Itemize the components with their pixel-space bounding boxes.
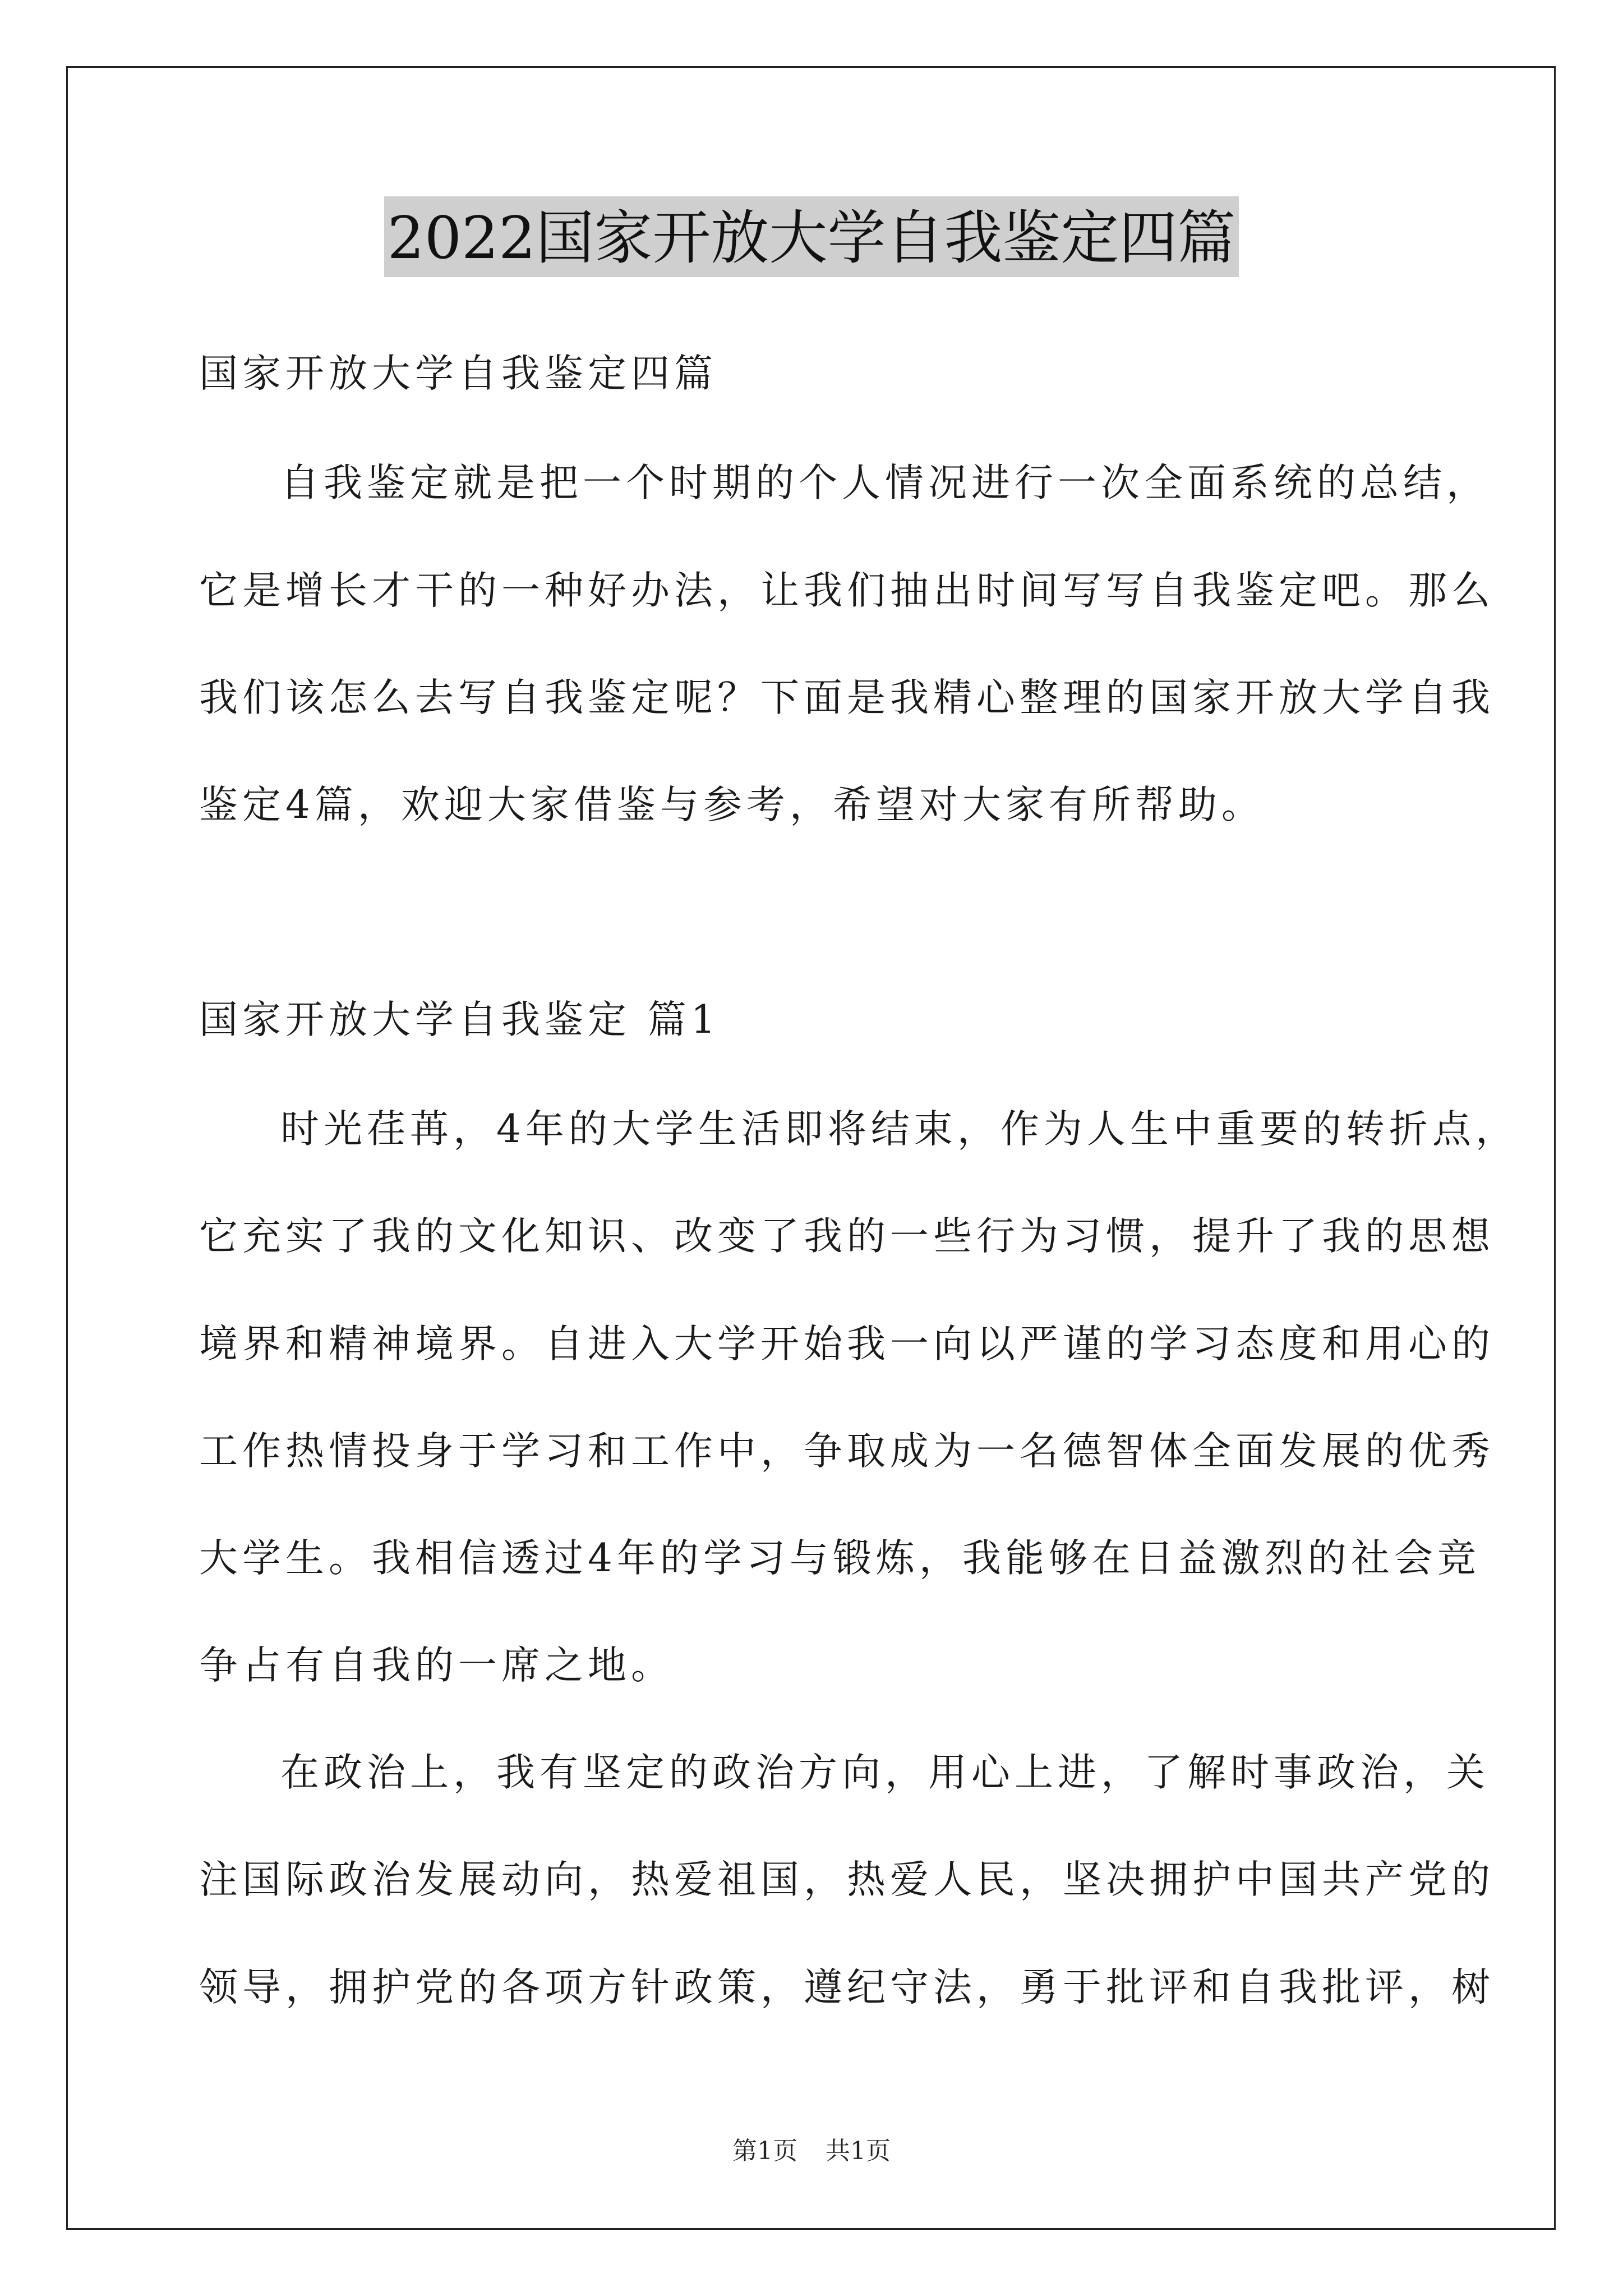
page-total: 共1页 [826, 2137, 891, 2165]
intro-line: 自我鉴定就是把一个时期的个人情况进行一次全面系统的总结， [280, 461, 1490, 505]
paragraph-line: 境界和精神境界。自进入大学开始我一向以严谨的学习态度和用心的 [199, 1322, 1495, 1366]
intro-line: 我们该怎么去写自我鉴定呢？下面是我精心整理的国家开放大学自我 [199, 675, 1495, 720]
paragraph-line: 时光荏苒，4年的大学生活即将结束，作为人生中重要的转折点， [280, 1107, 1519, 1152]
paragraph-line: 大学生。我相信透过4年的学习与锻炼，我能够在日益激烈的社会竞 [199, 1536, 1481, 1581]
section-heading: 国家开放大学自我鉴定 篇1 [199, 997, 720, 1042]
title-container [0, 196, 1623, 277]
paragraph-line: 领导，拥护党的各项方针政策，遵纪守法，勇于批评和自我批评，树 [199, 1965, 1495, 2010]
intro-line: 它是增长才干的一种好办法，让我们抽出时间写写自我鉴定吧。那么 [199, 568, 1495, 613]
paragraph-line: 争占有自我的一席之地。 [199, 1643, 674, 1688]
intro-line: 鉴定4篇，欢迎大家借鉴与参考，希望对大家有所帮助。 [199, 783, 1265, 827]
paragraph-line: 工作热情投身于学习和工作中，争取成为一名德智体全面发展的优秀 [199, 1429, 1495, 1474]
page-number: 第1页 [732, 2137, 797, 2165]
page-footer [0, 2134, 1623, 2168]
paragraph-line: 注国际政治发展动向，热爱祖国，热爱人民，坚决拥护中国共产党的 [199, 1857, 1495, 1902]
document-subtitle: 国家开放大学自我鉴定四篇 [199, 351, 717, 396]
paragraph-line: 它充实了我的文化知识、改变了我的一些行为习惯，提升了我的思想 [199, 1214, 1495, 1259]
document-title: 2022国家开放大学自我鉴定四篇 [384, 196, 1239, 277]
paragraph-line: 在政治上，我有坚定的政治方向，用心上进，了解时事政治，关 [280, 1750, 1490, 1795]
